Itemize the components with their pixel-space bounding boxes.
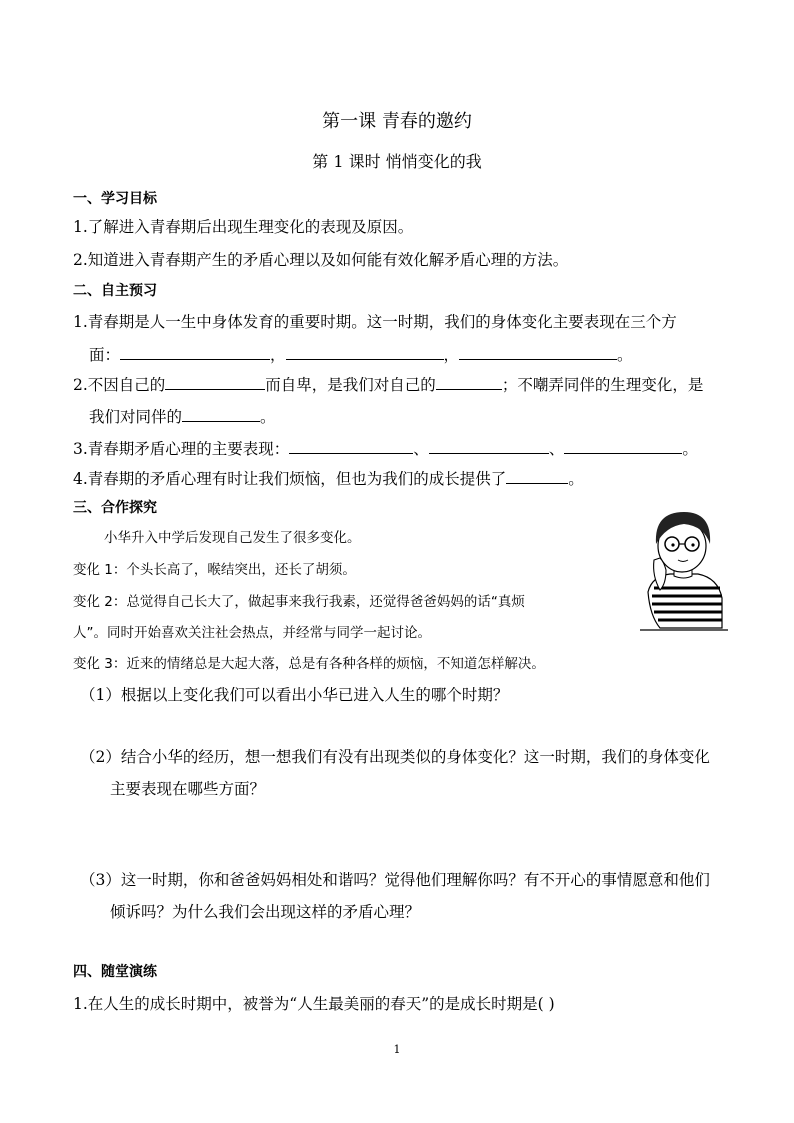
- student-illustration: [640, 506, 728, 636]
- inquiry-question-2-line1: （2）结合小华的经历，想一想我们有没有出现类似的身体变化？这一时期，我们的身体变化: [80, 748, 710, 766]
- section-heading-preview: 二、自主预习: [73, 283, 157, 299]
- section-heading-inquiry: 三、合作探究: [73, 500, 157, 516]
- section-heading-goals: 一、学习目标: [73, 191, 157, 207]
- goal-item-2: 2.知道进入青春期产生的矛盾心理以及如何能有效化解矛盾心理的方法。: [73, 251, 569, 269]
- inquiry-question-3-line1: （3）这一时期，你和爸爸妈妈相处和谐吗？觉得他们理解你吗？有不开心的事情愿意和他们: [80, 871, 710, 889]
- fill-blank[interactable]: [429, 439, 549, 454]
- inquiry-change-3: 变化 3：近来的情绪总是大起大落，总是有各种各样的烦恼，不知道怎样解决。: [73, 656, 545, 672]
- fill-blank[interactable]: [564, 439, 682, 454]
- page-number: 1: [393, 1043, 401, 1056]
- preview-q1-line1: 1.青春期是人一生中身体发育的重要时期。这一时期，我们的身体变化主要表现在三个方: [73, 313, 677, 331]
- fill-blank[interactable]: [182, 407, 260, 422]
- fill-blank[interactable]: [120, 345, 270, 360]
- fill-blank[interactable]: [165, 375, 265, 390]
- lesson-title: 第一课 青春的邀约: [322, 111, 472, 132]
- inquiry-question-3-line2: 倾诉吗？为什么我们会出现这样的矛盾心理？: [110, 903, 421, 921]
- inquiry-intro: 小华升入中学后发现自己发生了很多变化。: [104, 530, 361, 546]
- inquiry-question-2-line2: 主要表现在哪些方面？: [110, 780, 266, 798]
- fill-blank[interactable]: [286, 345, 444, 360]
- practice-question-1: 1.在人生的成长时期中，被誉为“人生最美丽的春天”的是成长时期是( ): [73, 995, 555, 1013]
- fill-blank[interactable]: [459, 345, 617, 360]
- inquiry-change-1: 变化 1：个头长高了，喉结突出，还长了胡须。: [73, 562, 356, 578]
- preview-q4: 4.青春期的矛盾心理有时让我们烦恼，但也为我们的成长提供了 。: [73, 470, 584, 488]
- section-heading-practice: 四、随堂演练: [73, 964, 157, 980]
- goal-item-1: 1.了解进入青春期后出现生理变化的表现及原因。: [73, 218, 414, 236]
- fill-blank[interactable]: [436, 375, 502, 390]
- preview-q1-line2: 面： ， ， 。: [89, 346, 633, 364]
- preview-q3: 3.青春期矛盾心理的主要表现： 、 、 。: [73, 440, 698, 458]
- inquiry-change-2-line2: 人”。同时开始喜欢关注社会热点，并经常与同学一起讨论。: [73, 625, 431, 641]
- preview-q2-line1: 2.不因自己的 而自卑，是我们对自己的 ；不嘲弄同伴的生理变化，是: [73, 376, 704, 394]
- fill-blank[interactable]: [506, 469, 568, 484]
- inquiry-change-2-line1: 变化 2：总觉得自己长大了，做起事来我行我素，还觉得爸爸妈妈的话“真烦: [73, 594, 525, 610]
- preview-q2-line2: 我们对同伴的 。: [89, 408, 276, 426]
- inquiry-question-1: （1）根据以上变化我们可以看出小华已进入人生的哪个时期？: [80, 686, 509, 704]
- session-title: 第 1 课时 悄悄变化的我: [312, 152, 482, 171]
- fill-blank[interactable]: [289, 439, 413, 454]
